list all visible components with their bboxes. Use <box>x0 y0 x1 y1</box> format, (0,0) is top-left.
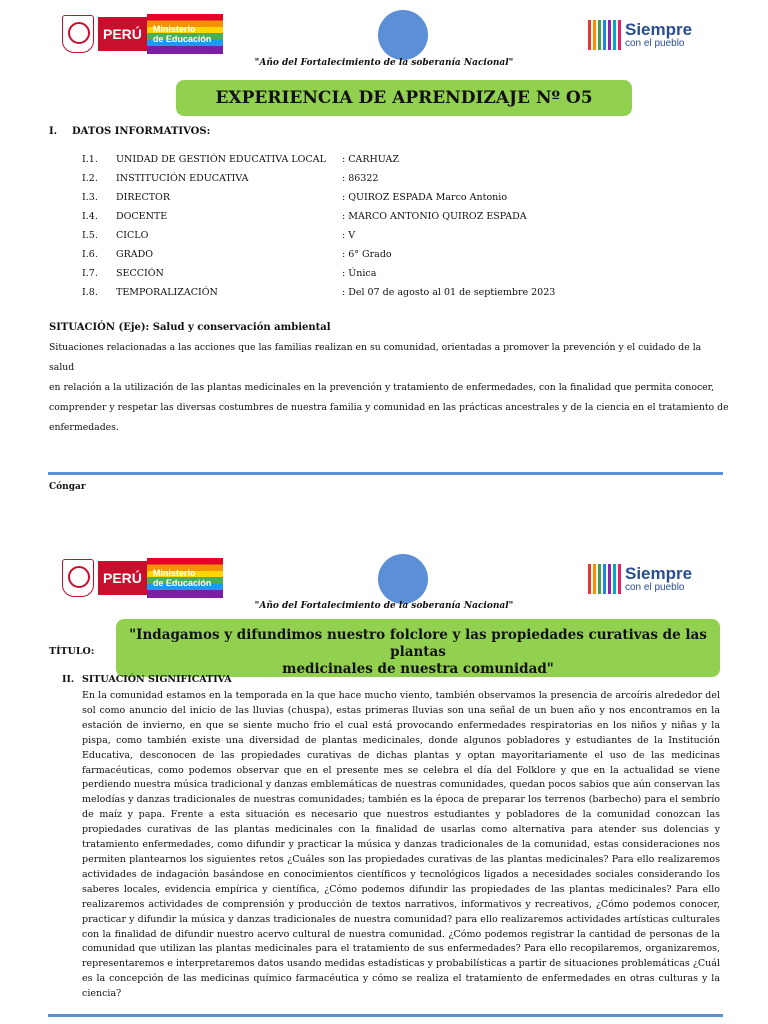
ministry-box <box>147 14 223 54</box>
coat-of-arms-icon <box>62 559 94 597</box>
peru-label: PERÚ <box>98 561 147 595</box>
siempre-logo <box>588 20 692 50</box>
titulo-label: TÍTULO: <box>49 646 95 657</box>
blue-circle-decoration <box>378 554 428 604</box>
siempre-logo <box>588 564 692 594</box>
section1-number: I. <box>49 126 58 137</box>
motto: "Año del Fortalecimiento de la soberanía Nacional" <box>254 58 514 68</box>
coat-of-arms-icon <box>62 15 94 53</box>
info-row: I.8. TEMPORALIZACIÓN : Del 07 de agosto al 01 de septiembre 2023 <box>82 287 556 298</box>
blue-circle-decoration <box>378 10 428 60</box>
page-divider <box>48 1014 723 1017</box>
section2-number: II. <box>62 674 75 685</box>
info-row: I.4. DOCENTE : MARCO ANTONIO QUIROZ ESPADA <box>82 211 527 222</box>
page-divider <box>48 472 723 475</box>
info-row: I.6. GRADO : 6° Grado <box>82 249 392 260</box>
situacion-significativa-text: En la comunidad estamos en la temporada en la que hace mucho viento, también observamos la presencia de arcoíris alrededor del sol como anuncio del inicio de las lluvias (chuspa), estas primeras lluvias son una señal de un buen año y nos encontramos en la estación de invierno, en que se siente mucho frio el cual está provocando enfermedades respiratorias en los niños y niñas y la pispa, como también existe una diversidad de plantas medicinales, donde algunos pobladores y estudiantes de la Institución Educativa, desconocen de las propiedades curativas de dichas plantas y optan mayoritariamente el uso de las medicinas farmacéuticas, como podemos observar que en el presente mes se celebra el día del Folklore y que en la actualidad se viene perdiendo nuestra música tradicional y danzas emblemáticas de nuestras comunidades, quedan pocos sabios que aún conservan las melodías y danzas tradicionales de nuestras comunidades; también es la época de preparar los terrenos (barbecho) para el sembrío de maíz y papa. Frente a esta situación es necesario que nuestros estudiantes y pobladores de la comunidad conozcan las propiedades curativas de las plantas medicinales con la finalidad de usarlas como alternativa para atender sus dolencias y tratamiento enfermedades, como difundir y practicar la música y danzas tradicionales de la comunidad, estas consideraciones nos permiten plantearnos los siguientes retos ¿Cuáles son las propiedades curativas de las plantas medicinales? Para ello realizaremos actividades de indagación basándose en conocimientos científicos y tecnológicos ligados a necesidades sociales considerando los saberes locales, evidencia empírica y científica, ¿Cómo podemos difundir las propiedades de las plantas medicinales? Para ello realizaremos actividades de comprensión y producción de textos narrativos, informativos y recreativos, ¿Cómo podemos conocer, practicar y difundir la música y danzas tradicionales de nuestra comunidad? para ello realizaremos actividades artísticas culturales con la finalidad de difundir nuestro acervo cultural de nuestra comunidad. ¿Cómo podemos registrar la cantidad de personas de la comunidad que utilizan las plantas medicinales para el tratamiento de sus enfermedades? Para ello recopilaremos, organizaremos, representaremos e interpretaremos datos usando medidas estadísticas y probabilísticas a partir de situaciones problemáticas ¿Cuál es la concepción de las medicinas químico farmacéutica y cómo se realiza el tratamiento de enfermedades en otras culturas y la ciencia? <box>82 690 720 1000</box>
ministry-line1: Ministerio <box>152 568 196 578</box>
section1-title: DATOS INFORMATIVOS: <box>72 126 211 137</box>
page-title: EXPERIENCIA DE APRENDIZAJE Nº O5 <box>176 80 632 116</box>
siempre-text: Siempre <box>625 20 693 39</box>
con-el-pueblo-text: con el pueblo <box>625 38 685 49</box>
info-row: I.2. INSTITUCIÓN EDUCATIVA : 86322 <box>82 173 379 184</box>
peru-label: PERÚ <box>98 17 147 51</box>
info-row: I.7. SECCIÓN : Única <box>82 268 377 279</box>
experience-title <box>116 619 720 677</box>
title-line1: "Indagamos y difundimos nuestro folclore y las propiedades curativas de las plantas <box>129 627 707 660</box>
con-el-pueblo-text: con el pueblo <box>625 582 685 593</box>
ministry-line2: de Educación <box>152 578 212 588</box>
info-row: I.5. CICLO : V <box>82 230 356 241</box>
info-row: I.3. DIRECTOR : QUIROZ ESPADA Marco Antonio <box>82 192 508 203</box>
colored-bars-icon <box>588 564 621 594</box>
ministry-box <box>147 558 223 598</box>
motto: "Año del Fortalecimiento de la soberanía Nacional" <box>254 601 514 611</box>
colored-bars-icon <box>588 20 621 50</box>
section2-title: SITUACIÓN SIGNIFICATIVA <box>82 674 232 685</box>
minedu-logo <box>62 14 223 54</box>
minedu-logo <box>62 558 223 598</box>
siempre-text: Siempre <box>625 564 693 583</box>
ministry-line2: de Educación <box>152 34 212 44</box>
ministry-line1: Ministerio <box>152 24 196 34</box>
info-row: I.1. UNIDAD DE GESTIÓN EDUCATIVA LOCAL : CARHUAZ <box>82 154 399 165</box>
footer-place: Cóngar <box>49 482 86 492</box>
situacion-heading: SITUACIÓN (Eje): Salud y conservación ambiental <box>49 322 331 333</box>
title-line2: medicinales de nuestra comunidad" <box>282 661 554 677</box>
situacion-paragraph: Situaciones relacionadas a las acciones que las familias realizan en su comunidad, orientadas a promover la prevención y el cuidado de la salud en relación a la utilización de las plantas medicinales en la prevención y tratamiento de enfermedades, con la finalidad que permita conocer, comprender y respetar las diversas costumbres de nuestra familia y comunidad en las prácticas ancestrales y de la ciencia en el tratamiento de enfermedades. <box>49 342 729 433</box>
info-table <box>82 154 682 306</box>
